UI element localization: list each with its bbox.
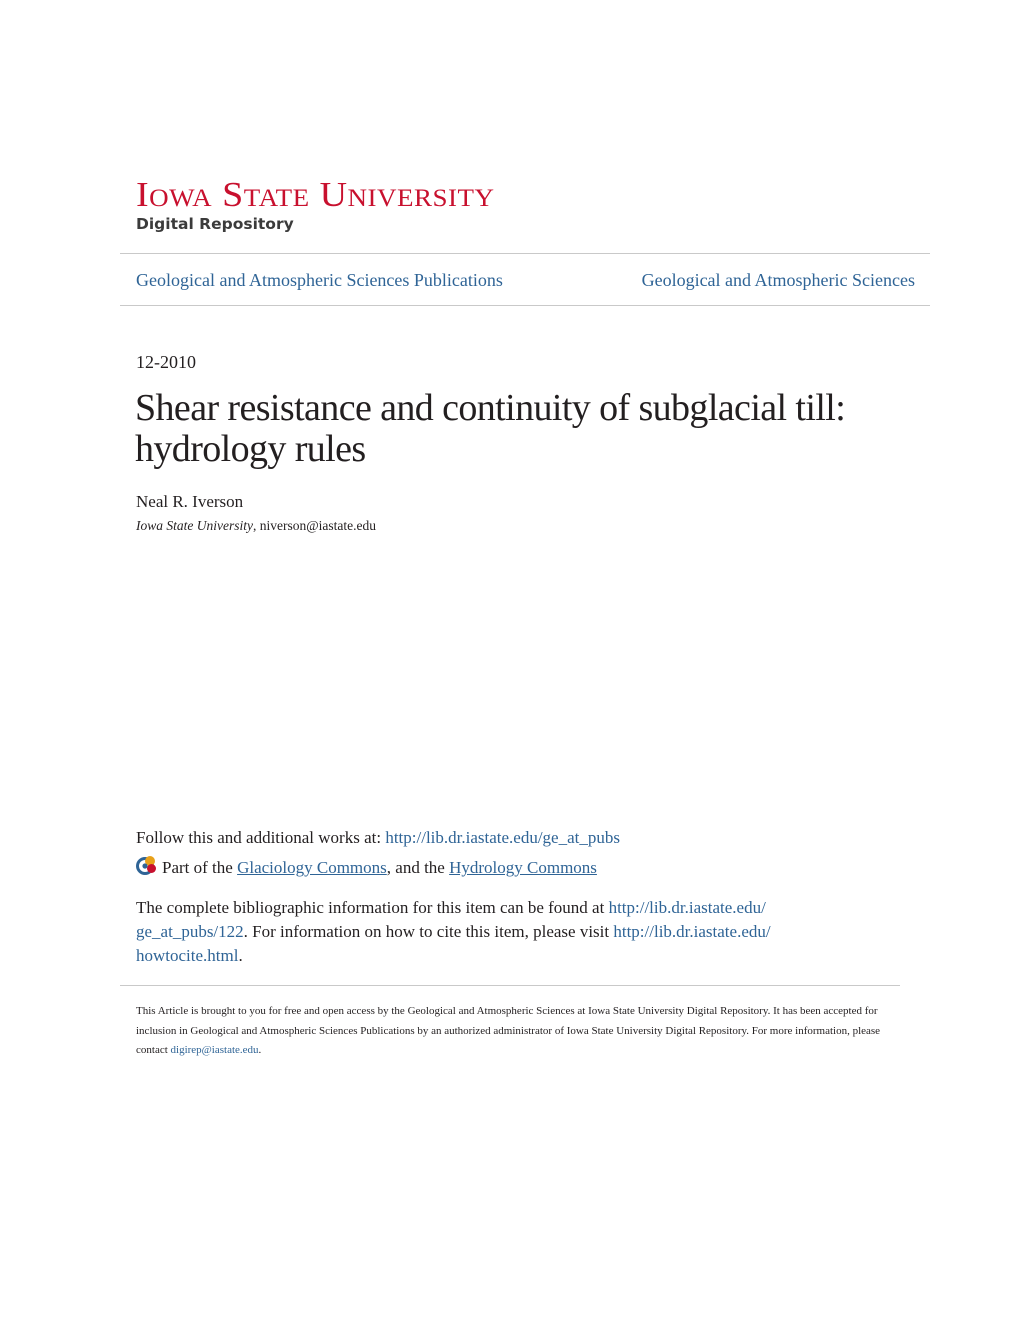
contact-email-link[interactable]: digirep@iastate.edu bbox=[170, 1044, 259, 1056]
notice-divider bbox=[120, 985, 900, 986]
logo-university-name: Iowa State University bbox=[136, 175, 495, 215]
commons-network-icon bbox=[136, 855, 158, 877]
header-divider bbox=[120, 305, 930, 306]
notice-text: This Article is brought to you for free and open access by the Geological and Atmospheric Sciences at Iowa State University Digital Repository. It has been accepted for inclusion in Geological and Atmospheric Sciences Publications by an authorized administrator of Iowa State University Digital Repository. For more information, please contact bbox=[136, 1005, 881, 1056]
author-name: Neal R. Iverson bbox=[136, 492, 244, 511]
author-email: niverson@iastate.edu bbox=[259, 518, 377, 533]
bibliographic-info bbox=[136, 896, 876, 968]
item-url-part-2: ge_at_pubs/122 bbox=[136, 922, 244, 941]
biblio-middle-text: . For information on how to cite this item, please visit bbox=[243, 922, 614, 941]
howtocite-url-part-2: howtocite.html bbox=[136, 946, 239, 965]
author-affiliation bbox=[136, 516, 376, 536]
university-logo[interactable] bbox=[136, 175, 495, 233]
publication-date: 12-2010 bbox=[136, 352, 196, 372]
hydrology-commons-link[interactable]: Hydrology Commons bbox=[449, 858, 597, 877]
glaciology-commons-link[interactable]: Glaciology Commons bbox=[237, 858, 387, 877]
article-title: Shear resistance and continuity of subglacial till: hydrology rules bbox=[135, 387, 846, 470]
affiliation-name: Iowa State University bbox=[136, 518, 253, 533]
access-notice bbox=[136, 1002, 881, 1061]
part-of-line bbox=[136, 855, 597, 880]
logo-repository-name: Digital Repository bbox=[136, 215, 294, 233]
top-divider bbox=[120, 253, 930, 254]
affiliation-separator: , bbox=[252, 518, 260, 533]
department-link[interactable]: Geological and Atmospheric Sciences bbox=[641, 270, 915, 290]
follow-text: Follow this and additional works at: bbox=[136, 828, 386, 847]
part-of-text: Part of the bbox=[162, 858, 238, 877]
follow-line bbox=[136, 826, 620, 850]
item-url-part-1: http://lib.dr.iastate.edu/ bbox=[608, 898, 766, 917]
biblio-text: The complete bibliographic information for this item can be found at bbox=[136, 898, 609, 917]
part-of-middle-text: , and the bbox=[386, 858, 450, 877]
collection-url-link[interactable]: http://lib.dr.iastate.edu/ge_at_pubs bbox=[385, 828, 620, 847]
collection-link[interactable]: Geological and Atmospheric Sciences Publications bbox=[136, 270, 503, 290]
howtocite-url-part-1: http://lib.dr.iastate.edu/ bbox=[613, 922, 771, 941]
biblio-suffix: . bbox=[238, 946, 243, 965]
notice-suffix: . bbox=[258, 1044, 262, 1056]
